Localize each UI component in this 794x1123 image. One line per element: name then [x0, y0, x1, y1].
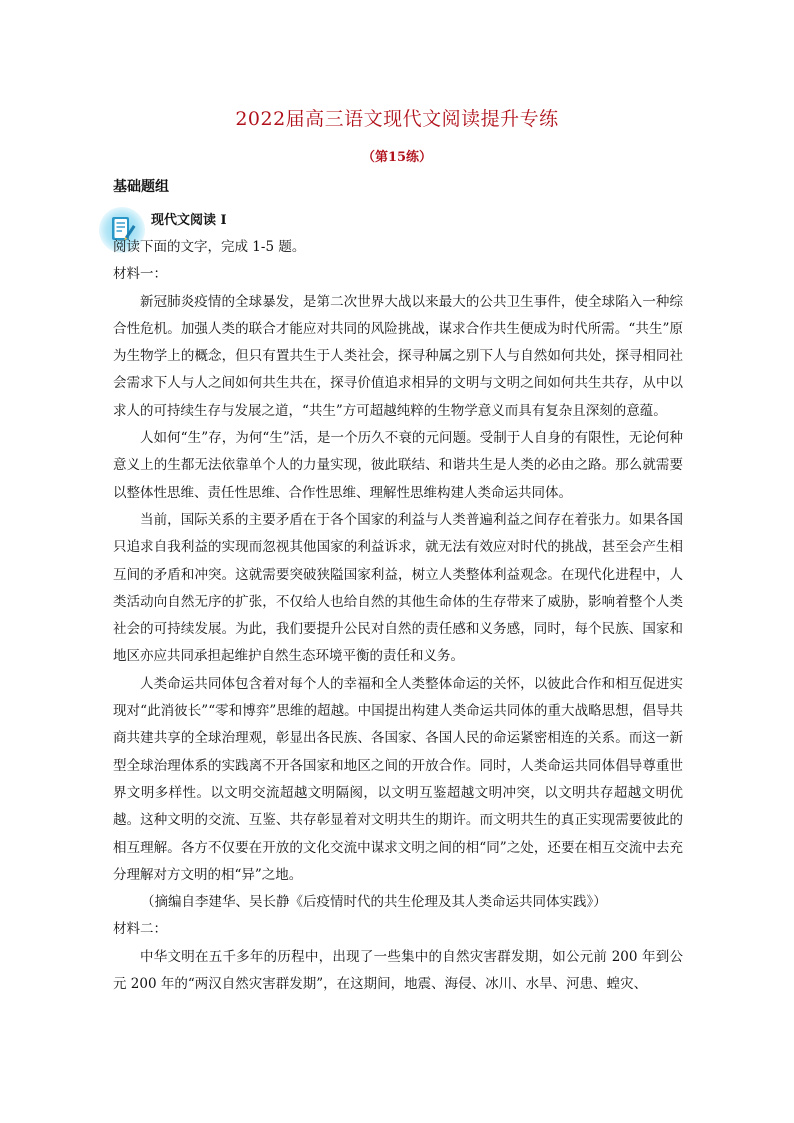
material1-paragraph: 当前，国际关系的主要矛盾在于各个国家的利益与人类普遍利益之间存在着张力。如果各国只追求自我利益的实现而忽视其他国家的利益诉求，就无法有效应对时代的挑战，甚至会产生相互间的矛盾和冲突。这就需要突破狭隘国家利益，树立人类整体利益观念。在现代化进程中，人类活动向自然无序的扩张，不仅给人也给自然的其他生命体的生存带来了威胁，影响着整个人类社会的可持续发展。为此，我们要提升公民对自然的责任感和义务感，同时，每个民族、国家和地区亦应共同承担起维护自然生态环境平衡的责任和义务。: [113, 511, 683, 665]
material1-paragraph: 人类命运共同体包含着对每个人的幸福和全人类整体命运的关怀，以彼此合作和相互促进实现对“此消彼长”“零和博弈”思维的超越。中国提出构建人类命运共同体的重大战略思想，倡导共商共建共享的全球治理观，彰显出各民族、各国家、各国人民的命运紧密相连的关系。而这一新型全球治理体系的实践离不开各国家和地区之间的开放合作。同时，人类命运共同体倡导尊重世界文明多样性。以文明交流超越文明隔阂，以文明互鉴超越文明冲突，以文明共存超越文明优越。这种文明的交流、互鉴、共存彰显着对文明共生的期许。而文明共生的真正实现需要彼此的相互理解。各方不仅要在开放的文化交流中谋求文明之间的相“同”之处，还要在相互交流中去充分理解对方文明的相“异”之地。: [113, 675, 683, 883]
material2-label: 材料二：: [113, 921, 167, 938]
group-title: 基础题组: [113, 179, 169, 195]
instruction-text: 阅读下面的文字，完成 1-5 题。: [113, 239, 306, 255]
reading-content: [113, 234, 683, 998]
section-title: 现代文阅读 I: [151, 213, 227, 228]
document-title: 2022届高三语文现代文阅读提升专练: [235, 108, 559, 130]
material1-paragraph: 人如何“生”存，为何“生”活，是一个历久不衰的元问题。受制于人自身的有限性，无论何种意义上的生都无法依靠单个人的力量实现，彼此联结、和谐共生是人类的必由之路。那么就需要以整体性思维、责任性思维、合作性思维、理解性思维构建人类命运共同体。: [113, 430, 683, 501]
material1-paragraph: 新冠肺炎疫情的全球暴发，是第二次世界大战以来最大的公共卫生事件，使全球陷入一种综合性危机。加强人类的联合才能应对共同的风险挑战，谋求合作共生便成为时代所需。“共生”原为生物学上的概念，但只有置共生于人类社会，探寻种属之别下人与自然如何共处，探寻相同社会需求下人与人之间如何共生共在，探寻价值追求相异的文明与文明之间如何共生共存，从中以求人的可持续生存与发展之道，“共生”方可超越纯粹的生物学意义而具有复杂且深刻的意蕴。: [113, 293, 683, 419]
document-subtitle: （第15练）: [361, 150, 433, 165]
material2-paragraph: 中华文明在五千多年的历程中，出现了一些集中的自然灾害群发期，如公元前 200 年到公元 200 年的“两汉自然灾害群发期”，在这期间，地震、海侵、冰川、水旱、河患、蝗灾、: [113, 948, 683, 993]
material1-label: 材料一：: [113, 266, 167, 283]
material1-source: （摘编自李建华、吴长静《后疫情时代的共生伦理及其人类命运共同体实践》）: [141, 894, 607, 911]
